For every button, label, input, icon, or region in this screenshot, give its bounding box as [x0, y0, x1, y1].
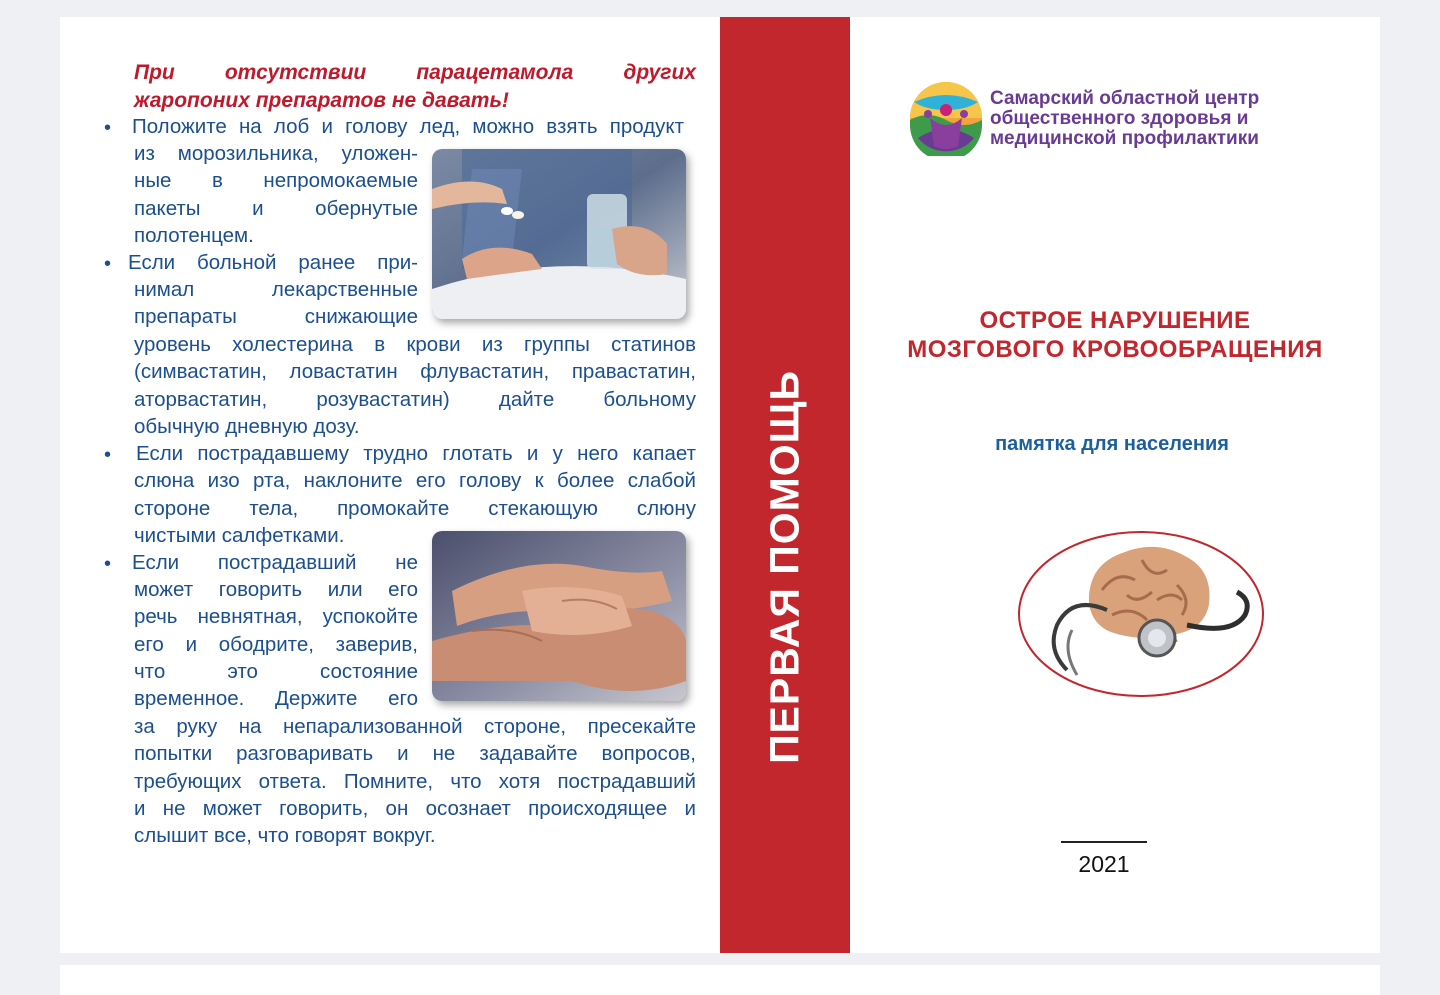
bullet: • [104, 117, 112, 139]
list-item-continued: может говорить или его речь невнятная, успокойте его и ободрите, заверив, что это состояние временное. Держите его [134, 578, 418, 711]
inner-page [60, 17, 720, 953]
list-item-continued: уровень холестерина в крови из группы статинов (симвастатин, ловастатин флувастатин, правастатин, аторвастатин, розувастатин) дайте больному обычную дневную дозу. [134, 333, 696, 438]
pills-and-water-photo [432, 149, 686, 319]
brochure-page [60, 17, 1380, 953]
list-item-continued: нимал лекарственные препараты снижающие [134, 278, 418, 329]
bullet: • [104, 444, 112, 466]
list-item-continued: из морозильника, уложен- ные в непромокаемые пакеты и обернутые полотенцем. [134, 142, 418, 247]
spine [720, 17, 850, 953]
cover-page [850, 17, 1380, 953]
list-item: Если пострадавшему трудно глотать и у него капает слюна изо рта, наклоните его голову к более слабой стороне тела, промокайте стекающую слюну чистыми салфетками. [134, 442, 696, 547]
list-item: Если больной ранее при- [128, 251, 418, 274]
cover-subtitle: памятка для населения [995, 433, 1229, 455]
organization-logo-icon [908, 80, 984, 156]
publication-year: 2021 [1078, 851, 1130, 877]
warning-line-2: жаропоних препаратов не давать! [134, 89, 509, 112]
list-item: Если пострадавший не [132, 551, 418, 574]
list-item: Положите на лоб и голову лед, можно взять продукт [132, 115, 684, 138]
spine-title: ПЕРВАЯ ПОМОЩЬ [761, 370, 808, 764]
brain-with-stethoscope-icon [1017, 530, 1267, 700]
bullet: • [104, 253, 112, 275]
bullet: • [104, 553, 112, 575]
next-page-edge [60, 965, 1380, 995]
list-item-continued: за руку на непарализованной стороне, пресекайте попытки разговаривать и не задавайте вопросов, требующих ответа. Помните, что хотя пострадавший и не может говорить, он осознает происходящее и слышит все, что говорят вокруг. [134, 715, 696, 848]
warning-line-1: При отсутствии парацетамола других [134, 61, 696, 84]
divider-line [1061, 841, 1147, 843]
cover-title: ОСТРОЕ НАРУШЕНИЕ МОЗГОВОГО КРОВООБРАЩЕНИЯ [907, 307, 1323, 363]
organization-name: Самарский областной центр общественного здоровья и медицинской профилактики [990, 88, 1260, 149]
holding-hands-photo [432, 531, 686, 701]
